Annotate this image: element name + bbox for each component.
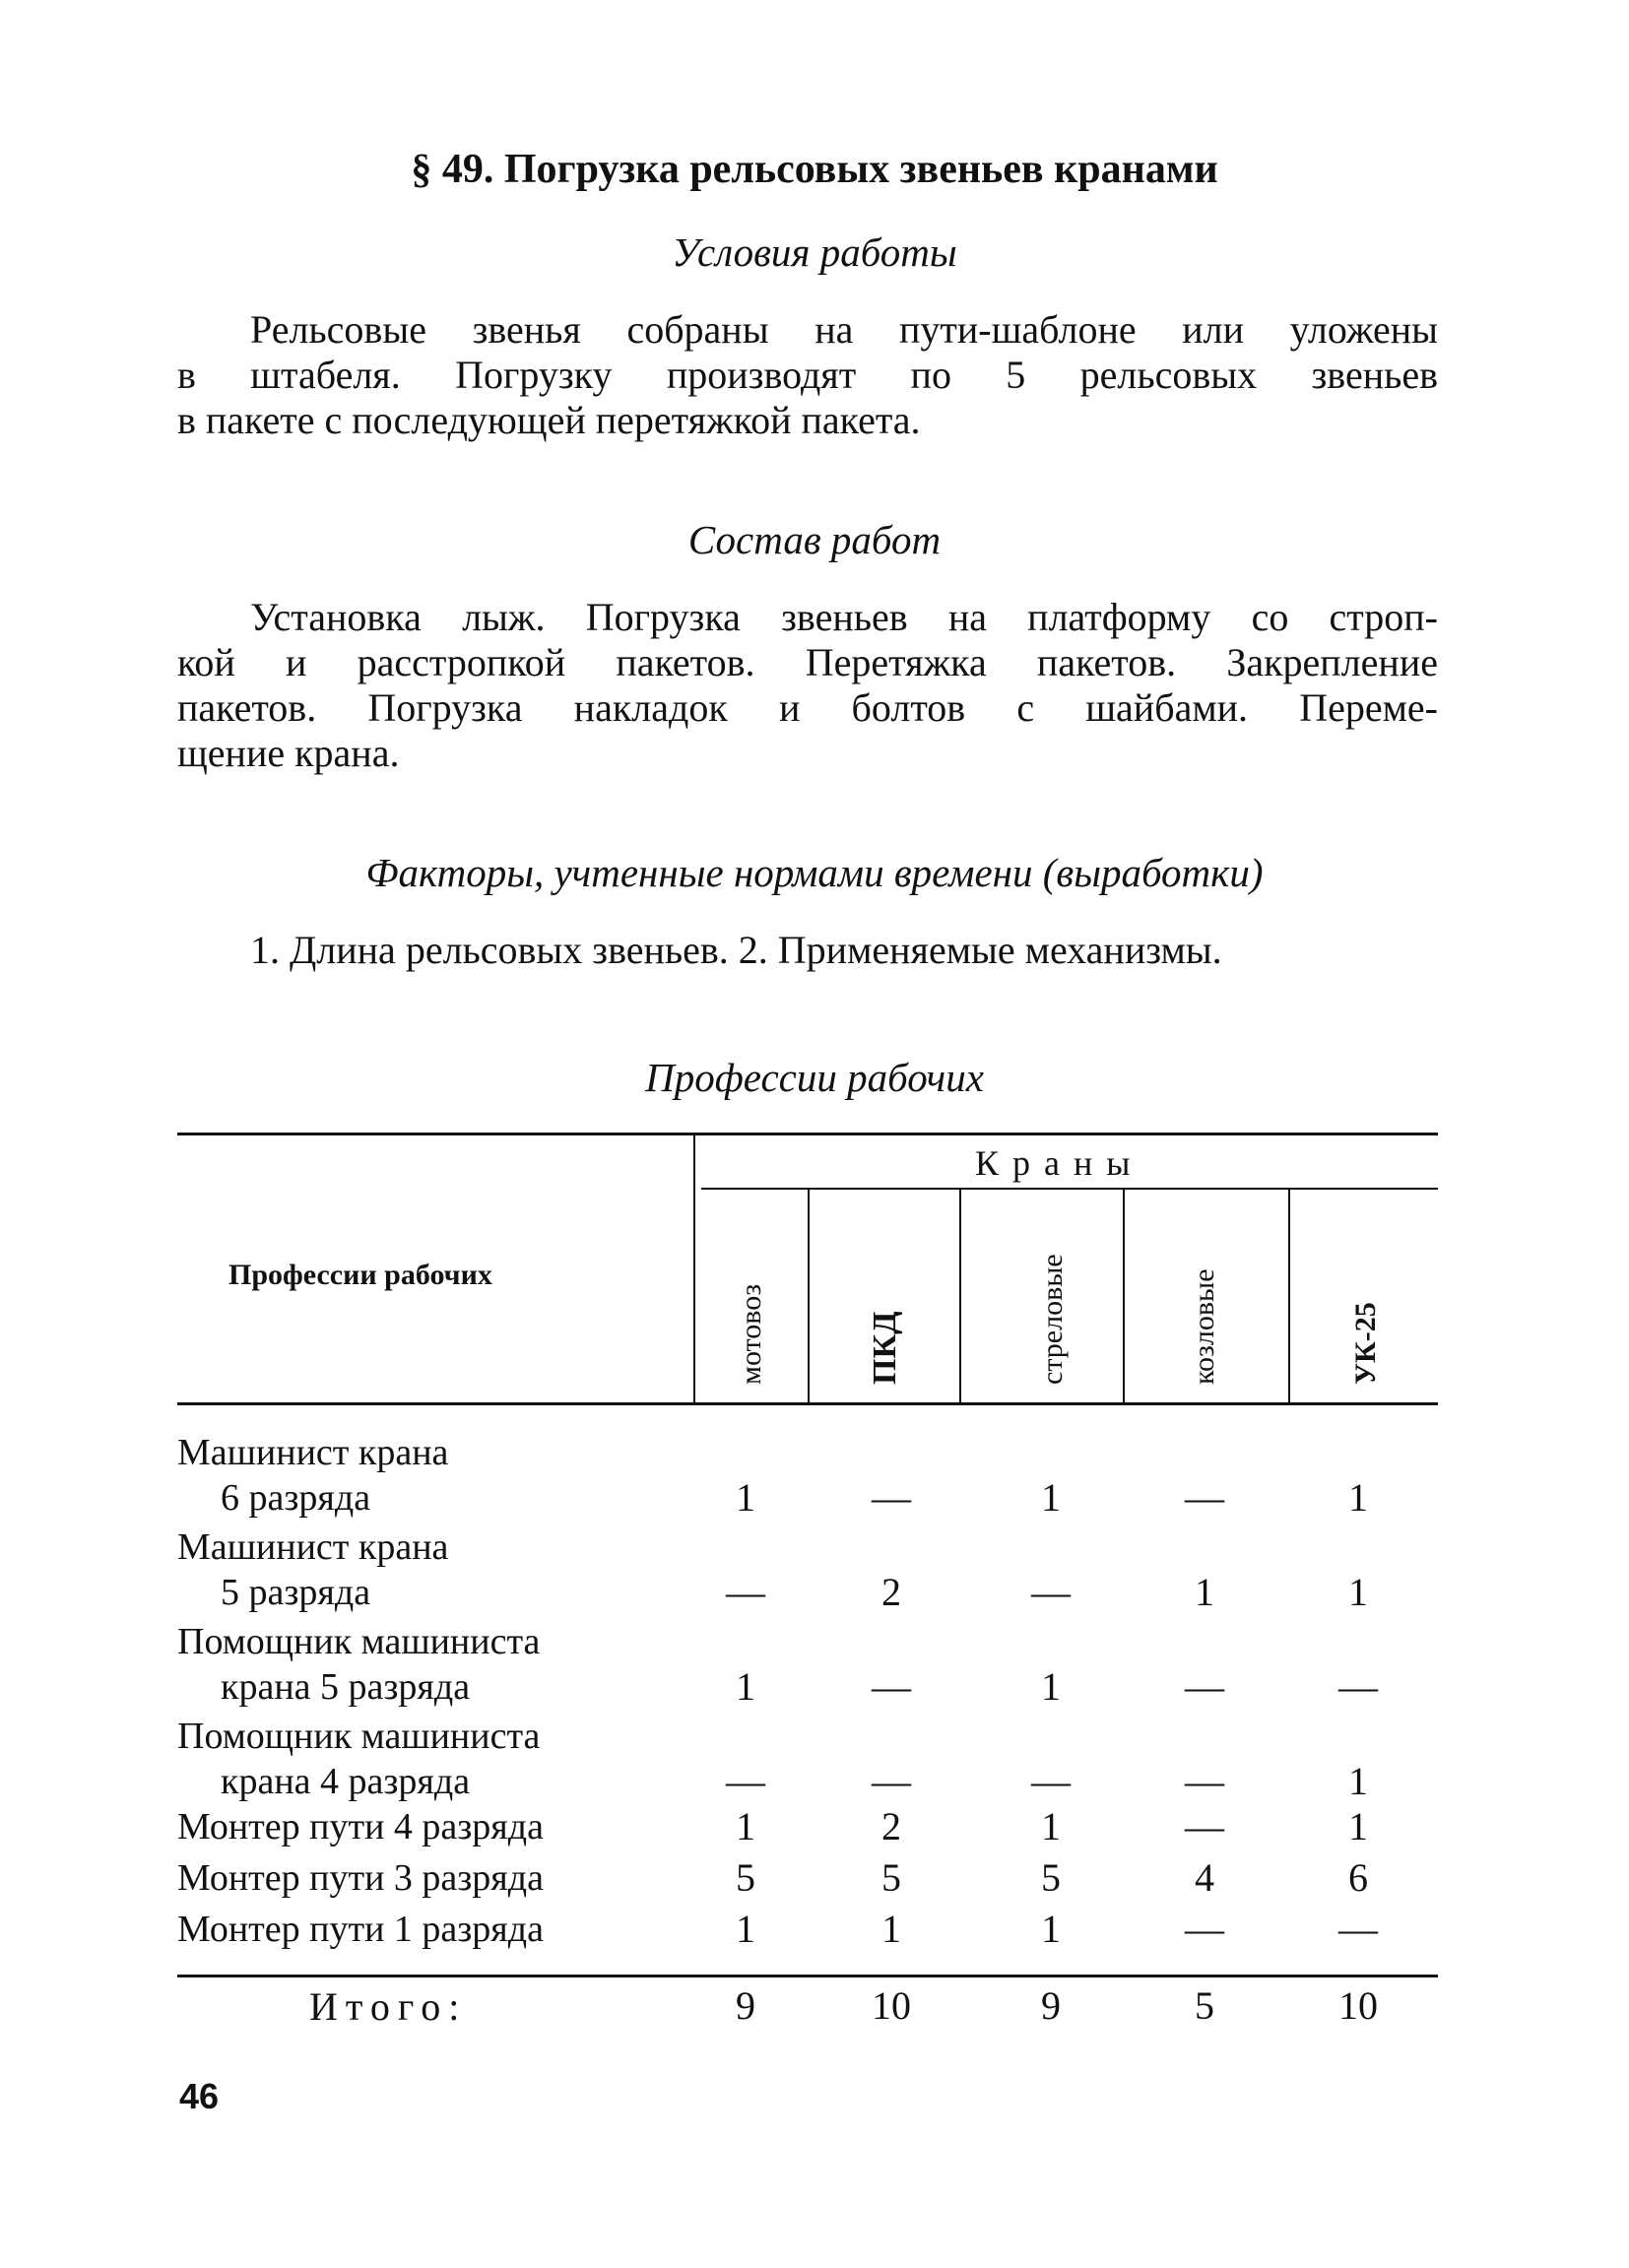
total-cell: 10: [872, 1983, 911, 2028]
conditions-paragraph: [177, 307, 1438, 443]
table-cell: 1: [1348, 1570, 1368, 1614]
section-title: § 49. Погрузка рельсовых звеньев кранами: [411, 147, 1218, 192]
conditions-line: в штабеля. Погрузку производят по 5 рельсовых звеньев: [177, 353, 1438, 397]
row-label: [177, 1855, 544, 1901]
table-cell: 1: [1041, 1907, 1061, 1951]
table-cell: —: [726, 1759, 765, 1803]
table-cell: 1: [736, 1475, 755, 1520]
row-label-line: Монтер пути 4 разряда: [177, 1806, 544, 1847]
conditions-line: Рельсовые звенья собраны на пути-шаблоне или уложены: [250, 307, 1438, 352]
row-label-line: 6 разряда: [221, 1477, 371, 1519]
table-cell: —: [726, 1570, 765, 1614]
row-label-line: 5 разряда: [221, 1572, 371, 1613]
table-cell: —: [1185, 1804, 1224, 1848]
table-cell: 5: [1041, 1855, 1061, 1900]
composition-paragraph: [177, 595, 1438, 776]
cranes-group-header: Краны: [975, 1143, 1144, 1183]
table-cell: —: [1185, 1907, 1224, 1951]
row-label-line: Монтер пути 1 разряда: [177, 1909, 544, 1950]
cranes-group-rule: [701, 1188, 1438, 1190]
row-label-line: крана 5 разряда: [221, 1666, 471, 1708]
table-cell: —: [872, 1475, 911, 1520]
table-cell: —: [872, 1664, 911, 1709]
conditions-heading: Условия работы: [672, 229, 957, 275]
row-label: [177, 1430, 448, 1521]
table-cell: —: [872, 1759, 911, 1803]
column-header-pkd: ПКД: [867, 1311, 903, 1385]
total-cell: 5: [1195, 1983, 1214, 2028]
column-divider: [693, 1134, 695, 1402]
table-cell: 1: [1041, 1475, 1061, 1520]
column-divider: [959, 1190, 961, 1402]
table-cell: 6: [1348, 1855, 1368, 1900]
total-cell: 9: [1041, 1983, 1061, 2028]
table-cell: 5: [736, 1855, 755, 1900]
profession-column-header: Профессии рабочих: [228, 1259, 492, 1291]
column-header-uk25: УК-25: [1349, 1302, 1382, 1385]
table-cell: 1: [1195, 1570, 1214, 1614]
factors-paragraph: [177, 928, 1438, 973]
table-heading: Профессии рабочих: [645, 1055, 984, 1100]
table-cell: 1: [736, 1907, 755, 1951]
composition-line: Установка лыж. Погрузка звеньев на платформу со строп-: [250, 595, 1438, 639]
table-cell: —: [1031, 1759, 1071, 1803]
table-cell: 1: [1348, 1475, 1368, 1520]
table-cell: 4: [1195, 1855, 1214, 1900]
column-divider: [808, 1190, 810, 1402]
composition-line: кой и расстропкой пакетов. Перетяжка пакетов. Закрепление: [177, 640, 1438, 684]
factors-heading: Факторы, учтенные нормами времени (выработки): [365, 850, 1264, 895]
table-cell: 1: [1041, 1664, 1061, 1709]
row-label-line: Монтер пути 3 разряда: [177, 1857, 544, 1899]
row-label: [177, 1804, 544, 1849]
table-cell: 1: [1348, 1759, 1368, 1803]
total-cell: 9: [736, 1983, 755, 2028]
table-cell: —: [1031, 1570, 1071, 1614]
column-header-kozlovye: козловые: [1188, 1268, 1220, 1385]
table-cell: 1: [1348, 1804, 1368, 1848]
table-cell: —: [1185, 1664, 1224, 1709]
row-label-line: Машинист крана: [177, 1432, 449, 1473]
row-label: [177, 1619, 540, 1710]
table-cell: 5: [881, 1855, 901, 1900]
row-label: [177, 1524, 448, 1615]
composition-line: щение крана.: [177, 731, 400, 775]
table-cell: 1: [736, 1664, 755, 1709]
row-label: [177, 1907, 544, 1952]
table-cell: 1: [736, 1804, 755, 1848]
table-cell: 1: [881, 1907, 901, 1951]
column-divider: [1288, 1190, 1290, 1402]
table-cell: 1: [1041, 1804, 1061, 1848]
conditions-line: в пакете с последующей перетяжкой пакета.: [177, 398, 921, 442]
header-bottom-rule: [177, 1402, 1438, 1405]
table-top-rule: [177, 1133, 1438, 1135]
total-label: Итого:: [309, 1984, 468, 2029]
table-cell: —: [1338, 1664, 1378, 1709]
table-cell: 2: [881, 1804, 901, 1848]
composition-line: пакетов. Погрузка накладок и болтов с шайбами. Переме-: [177, 685, 1438, 730]
page-number: 46: [179, 2076, 220, 2116]
column-divider: [1123, 1190, 1125, 1402]
row-label-line: крана 4 разряда: [221, 1761, 471, 1802]
table-cell: —: [1185, 1759, 1224, 1803]
factors-text: 1. Длина рельсовых звеньев. 2. Применяемые механизмы.: [250, 928, 1222, 972]
column-header-motovoz: мотовоз: [735, 1283, 767, 1385]
row-label-line: Помощник машиниста: [177, 1621, 541, 1662]
row-label: [177, 1714, 540, 1804]
table-cell: 2: [881, 1570, 901, 1614]
table-cell: —: [1338, 1907, 1378, 1951]
table-cell: —: [1185, 1475, 1224, 1520]
composition-heading: Состав работ: [687, 517, 942, 562]
total-rule: [177, 1975, 1438, 1977]
total-cell: 10: [1338, 1983, 1378, 2028]
row-label-line: Машинист крана: [177, 1526, 449, 1568]
column-header-strelovye: стреловые: [1036, 1254, 1069, 1385]
row-label-line: Помощник машиниста: [177, 1716, 541, 1757]
